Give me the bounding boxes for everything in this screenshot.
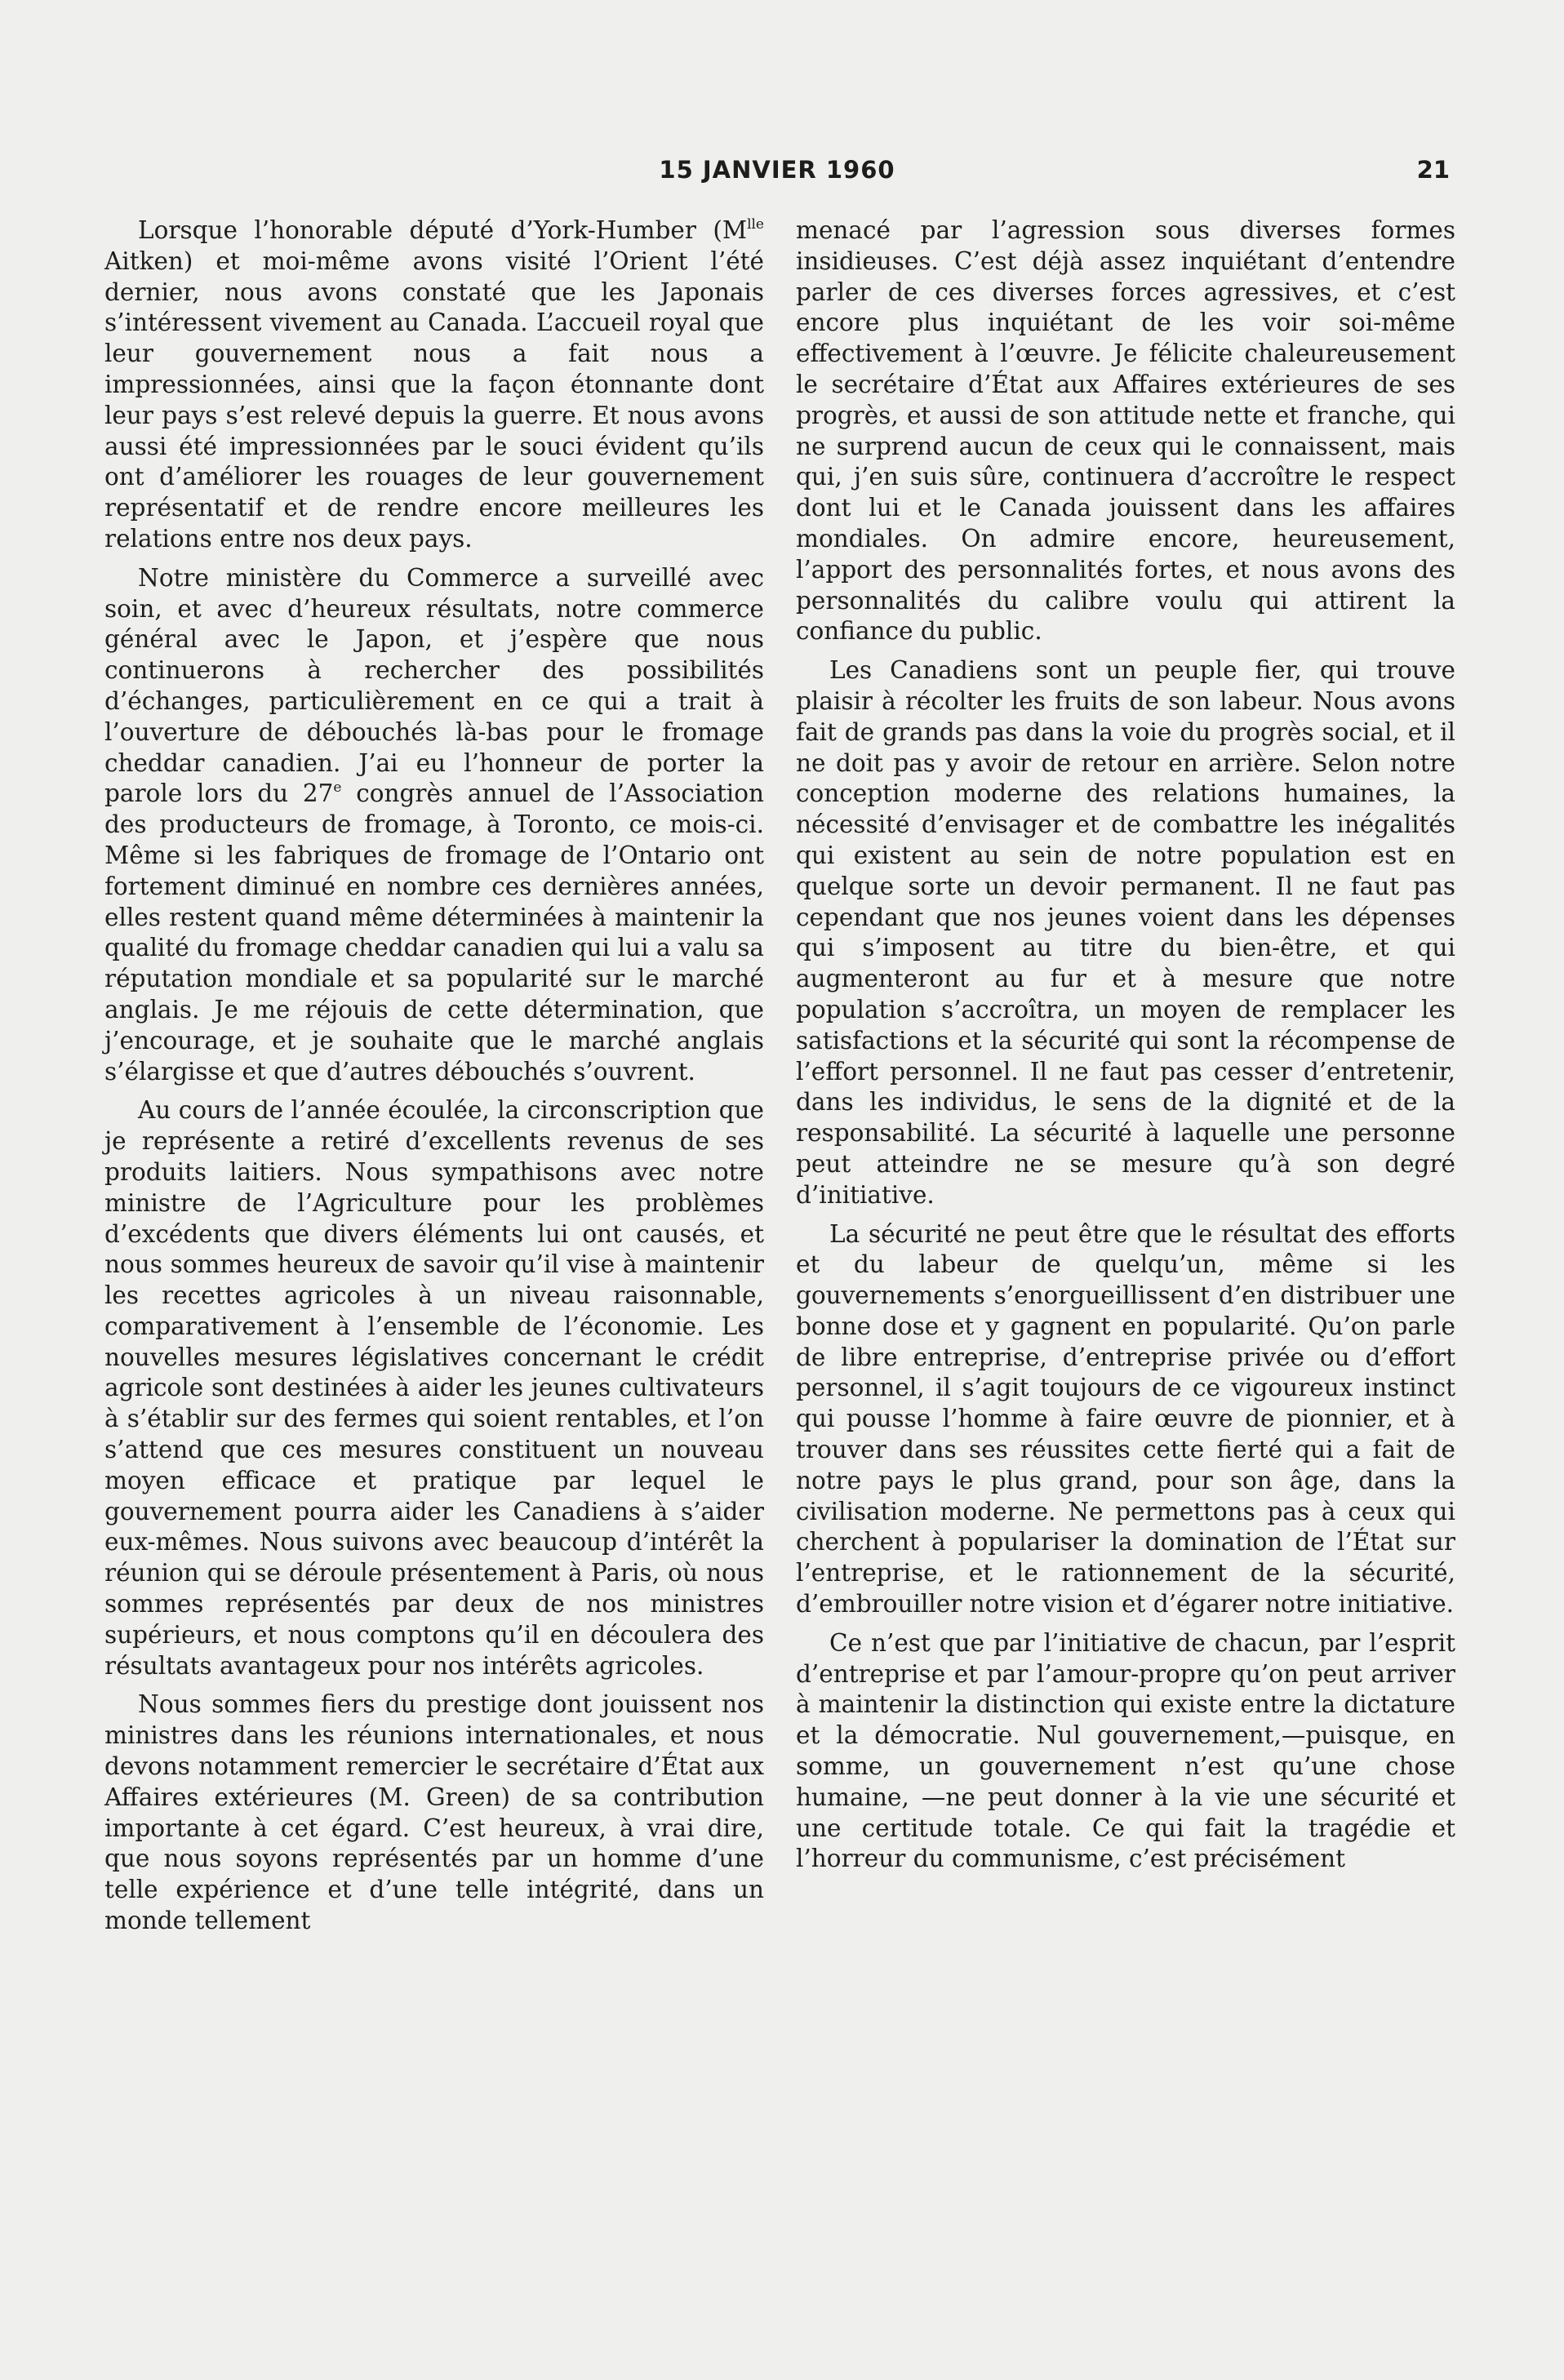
- right-column: [796, 215, 1455, 1883]
- paragraph: Ce n’est que par l’initiative de chacun, par l’esprit d’entreprise et par l’amour-propre qu’on peut arriver à maintenir la distinction qui existe entre la dictature et la démocratie. Nul gouvernement,—puisque, en somme, un gouvernement n’est qu’une chose humaine, —ne peut donner à la vie une sécurité et une certitude totale. Ce qui fait la tragédie et l’horreur du communisme, c’est précisément: [796, 1628, 1455, 1873]
- paragraph: Au cours de l’année écoulée, la circonscription que je représente a retiré d’excellents revenus de ses produits laitiers. Nous sympathisons avec notre ministre de l’Agriculture pour les problèmes d’excédents que divers éléments lui ont causés, et nous sommes heureux de savoir qu’il vise à maintenir les recettes agricoles à un niveau raisonnable, comparativement à l’ensemble de l’économie. Les nouvelles mesures législatives concernant le crédit agricole sont destinées à aider les jeunes cultivateurs à s’établir sur des fermes qui soient rentables, et l’on s’attend que ces mesures constituent un nouveau moyen efficace et pratique par lequel le gouvernement pourra aider les Canadiens à s’aider eux-mêmes. Nous suivons avec beaucoup d’intérêt la réunion qui se déroule présentement à Paris, où nous sommes représentés par deux de nos ministres supérieurs, et nous comptons qu’il en découlera des résultats avantageux pour nos intérêts agricoles.: [104, 1096, 764, 1680]
- header-date: 15 JANVIER 1960: [659, 156, 895, 184]
- superscript: e: [333, 779, 342, 797]
- paragraph: Nous sommes fiers du prestige dont jouissent nos ministres dans les réunions internationales, et nous devons notamment remercier le secrétaire d’État aux Affaires extérieures (M. Green) de sa contribution importante à cet égard. C’est heureux, à vrai dire, que nous soyons représentés par un homme d’une telle expérience et d’une telle intégrité, dans un monde tellement: [104, 1690, 764, 1935]
- paragraph: Les Canadiens sont un peuple fier, qui trouve plaisir à récolter les fruits de son labeur. Nous avons fait de grands pas dans la voie du progrès social, et il ne doit pas y avoir de retour en arrière. Selon notre conception moderne des relations humaines, la nécessité d’envisager et de combattre les inégalités qui existent au sein de notre population est en quelque sorte un devoir permanent. Il ne faut pas cependant que nos jeunes voient dans les dépenses qui s’imposent au titre du bien-être, et qui augmenteront au fur et à mesure que notre population s’accroîtra, un moyen de remplacer les satisfactions et la sécurité qui sont la récompense de l’effort personnel. Il ne faut pas cesser d’entretenir, dans les individus, le sens de la dignité et de la responsabilité. La sécurité à laquelle une personne peut atteindre ne se mesure qu’à son degré d’initiative.: [796, 656, 1455, 1209]
- paragraph: Lorsque l’honorable député d’York-Humber ($M^{lle}$ Aitken) et moi-même avons visité l’Orient l’été dernier, nous avons constaté que les Japonais s’intéressent vivement au Canada. L’accueil royal que leur gouvernement nous a fait nous a impressionnées, ainsi que la façon étonnante dont leur pays s’est relevé depuis la guerre. Et nous avons aussi été impressionnées par le souci évident qu’ils ont d’améliorer les rouages de leur gouvernement représentatif et de rendre encore meilleures les relations entre nos deux pays.: [104, 216, 764, 553]
- left-column: [104, 215, 764, 1945]
- paragraph: La sécurité ne peut être que le résultat des efforts et du labeur de quelqu’un, même si les gouvernements s’enorgueillissent d’en distribuer une bonne dose et y gagnent en popularité. Qu’on parle de libre entreprise, d’entreprise privée ou d’effort personnel, il s’agit toujours de ce vigoureux instinct qui pousse l’homme à faire œuvre de pionnier, et à trouver dans ses réussites cette fierté qui a fait de notre pays le plus grand, pour son âge, dans la civilisation moderne. Ne permettons pas à ceux qui cherchent à populariser la domination de l’État sur l’entreprise, et le rationnement de la sécurité, d’embrouiller notre vision et d’égarer notre initiative.: [796, 1219, 1455, 1618]
- superscript: lle: [747, 216, 764, 233]
- paragraph: Notre ministère du Commerce a surveillé avec soin, et avec d’heureux résultats, notre commerce général avec le Japon, et j’espère que nous continuerons à rechercher des possibilités d’échanges, particulièrement en ce qui a trait à l’ouverture de débouchés là-bas pour le fromage cheddar canadien. J’ai eu l’honneur de porter la parole lors du 27e congrès annuel de l’Association des producteurs de fromage, à Toronto, ce mois-ci. Même si les fabriques de fromage de l’Ontario ont fortement diminué en nombre ces dernières années, elles restent quand même déterminées à maintenir la qualité du fromage cheddar canadien qui lui a valu sa réputation mondiale et sa popularité sur le marché anglais. Je me réjouis de cette détermination, que j’encourage, et je souhaite que le marché anglais s’élargisse et que d’autres débouchés s’ouvrent.: [104, 563, 764, 1086]
- paragraph-continued: menacé par l’agression sous diverses formes insidieuses. C’est déjà assez inquiétant d’entendre parler de ces diverses forces agressives, et c’est encore plus inquiétant de les voir soi-même effectivement à l’œuvre. Je félicite chaleureusement le secrétaire d’État aux Affaires extérieures de ses progrès, et aussi de son attitude nette et franche, qui ne surprend aucun de ceux qui le connaissent, mais qui, j’en suis sûre, continuera d’accroître le respect dont lui et le Canada jouissent dans les affaires mondiales. On admire encore, heureusement, l’apport des personnalités fortes, et nous avons des personnalités du calibre voulu qui attirent la confiance du public.: [796, 216, 1455, 646]
- page-header: [104, 152, 1450, 188]
- page-number: 21: [1416, 156, 1450, 184]
